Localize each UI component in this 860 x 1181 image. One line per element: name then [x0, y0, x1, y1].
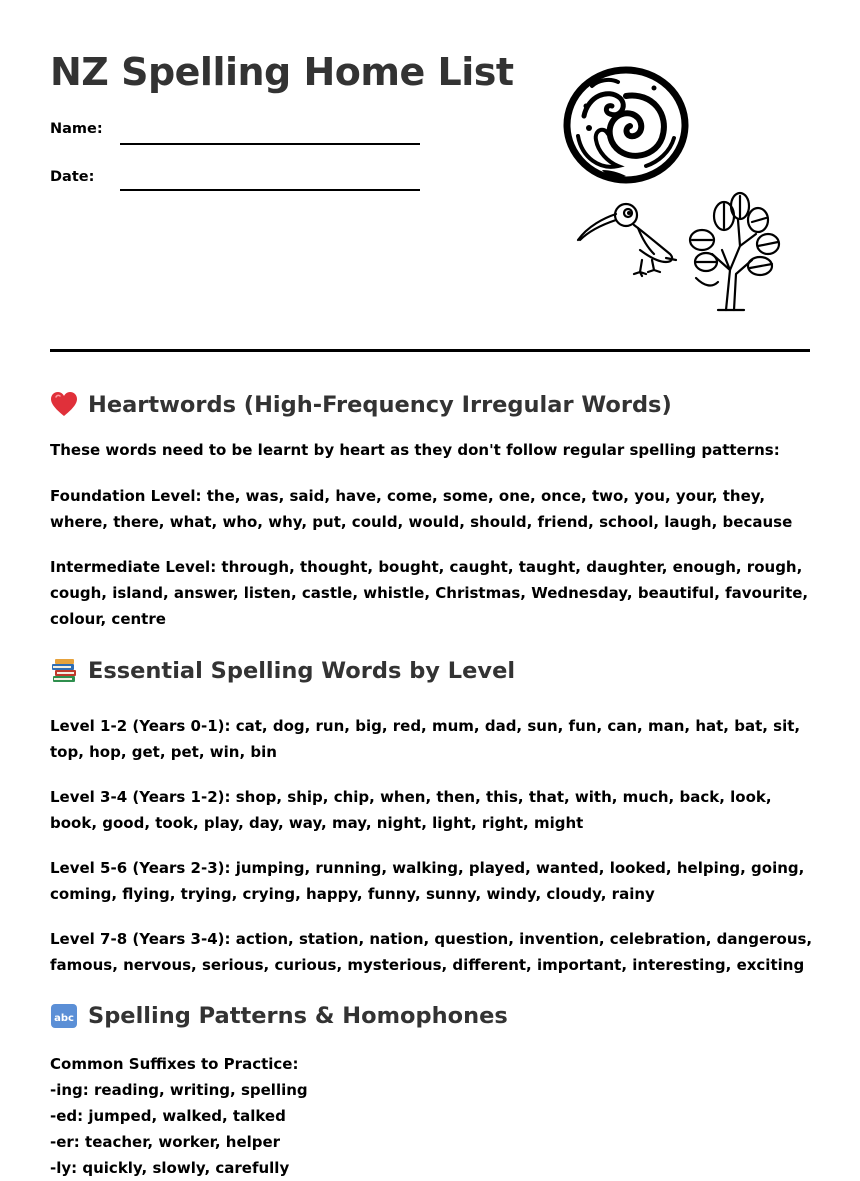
level-item: Level 7-8 (Years 3-4): action, station, nation, question, invention, celebration, dangerous, famous, nervous, serious, curious, mysterious, different, important, interesting, exciting — [50, 930, 813, 974]
suffix-item: -ing: reading, writing, spelling — [50, 1081, 308, 1099]
heartwords-heading-text: Heartwords (High-Frequency Irregular Words) — [88, 392, 672, 418]
heartwords-heading — [50, 388, 820, 422]
level-item: Level 1-2 (Years 0-1): cat, dog, run, big, red, mum, dad, sun, fun, can, man, hat, bat, sit, top, hop, get, pet, win, bin — [50, 717, 801, 761]
heartwords-intro: These words need to be learnt by heart as they don't follow regular spelling patterns: — [50, 441, 780, 459]
kiwi-bird-icon — [574, 198, 684, 278]
books-icon — [50, 657, 78, 685]
date-field[interactable] — [120, 189, 420, 191]
divider — [50, 349, 810, 352]
tree-icon — [682, 190, 782, 314]
koru-icon — [562, 66, 690, 184]
suffix-item: -er: teacher, worker, helper — [50, 1133, 281, 1151]
essential-heading-text: Essential Spelling Words by Level — [88, 658, 516, 684]
patterns-heading — [50, 999, 820, 1033]
page-title: NZ Spelling Home List — [50, 50, 514, 94]
heartwords-foundation: Foundation Level: the, was, said, have, come, some, one, once, two, you, your, they, where, there, what, who, why, put, could, would, should, friend, school, laugh, because — [50, 487, 793, 531]
suffix-item: -ed: jumped, walked, talked — [50, 1107, 286, 1125]
abc-icon-text: abc — [54, 1013, 74, 1024]
patterns-heading-text: Spelling Patterns & Homophones — [88, 1003, 508, 1029]
suffix-title: Common Suffixes to Practice: — [50, 1055, 299, 1073]
abc-icon — [50, 1002, 78, 1030]
level-item: Level 3-4 (Years 1-2): shop, ship, chip, when, then, this, that, with, much, back, look, book, good, took, play, day, way, may, night, light, right, might — [50, 788, 772, 832]
heartwords-intermediate: Intermediate Level: through, thought, bought, caught, taught, daughter, enough, rough, cough, island, answer, listen, castle, whistle, Christmas, Wednesday, beautiful, favourite, colour, centre — [50, 558, 809, 628]
heart-icon — [50, 391, 78, 419]
level-item: Level 5-6 (Years 2-3): jumping, running, walking, played, wanted, looked, helping, going, coming, flying, trying, crying, happy, funny, sunny, windy, cloudy, rainy — [50, 859, 805, 903]
name-label: Name: — [50, 121, 103, 137]
date-label: Date: — [50, 169, 95, 185]
name-field[interactable] — [120, 143, 420, 145]
worksheet-content — [50, 388, 820, 1181]
essential-heading — [50, 654, 820, 688]
suffix-item: -ly: quickly, slowly, carefully — [50, 1159, 290, 1177]
